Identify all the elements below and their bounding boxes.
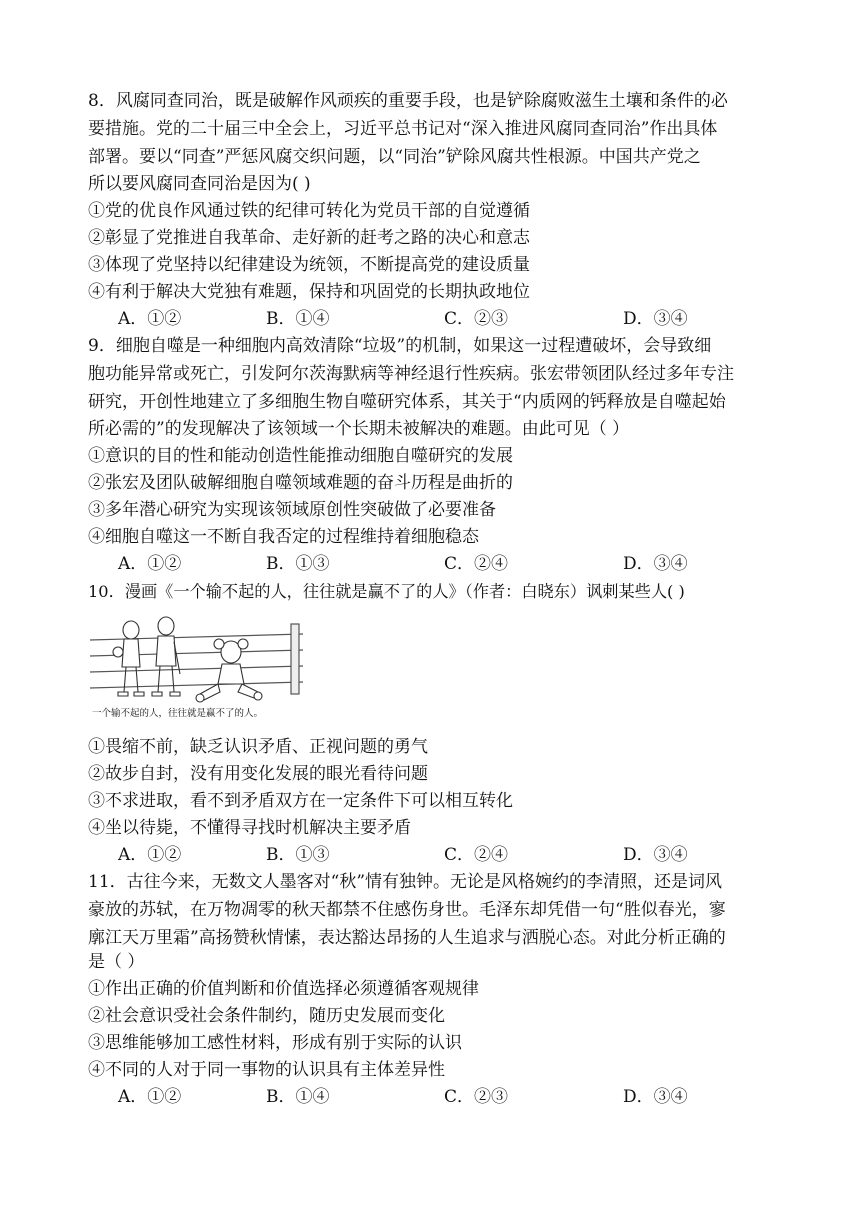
q10-statement-3: ③不求进取，看不到矛盾双方在一定条件下可以相互转化 (88, 791, 513, 811)
q8-statement-1: ①党的优良作风通过铁的纪律可转化为党员干部的自觉遵循 (88, 201, 530, 221)
q8-line-3: 部署。要以“同查”严惩风腐交织问题，以“同治”铲除风腐共性根源。中国共产党之 (88, 147, 701, 167)
q9-option-a[interactable]: A．①② (118, 554, 182, 574)
q8-line-4: 所以要风腐同查同治是因为( ) (88, 174, 311, 194)
q10-option-c[interactable]: C．②④ (444, 845, 509, 865)
q10-option-d[interactable]: D．③④ (623, 845, 688, 865)
q10-option-a[interactable]: A．①② (118, 845, 182, 865)
q9-statement-4: ④细胞自噬这一不断自我否定的过程维持着细胞稳态 (88, 527, 479, 547)
q9-line-2: 胞功能异常或死亡，引发阿尔茨海默病等神经退行性疾病。张宏带领团队经过多年专注 (88, 364, 734, 384)
q9-line-3: 研究，开创性地建立了多细胞生物自噬研究体系，其关于“内质网的钙释放是自噬起始 (88, 392, 726, 412)
q8-statement-4: ④有利于解决大党独有难题，保持和巩固党的长期执政地位 (88, 282, 530, 302)
q9-option-b[interactable]: B．①③ (266, 554, 330, 574)
cartoon-image (88, 612, 310, 722)
q9-statement-2: ②张宏及团队破解细胞自噬领域难题的奋斗历程是曲折的 (88, 473, 513, 493)
q8-statement-2: ②彰显了党推进自我革命、走好新的赶考之路的决心和意志 (88, 228, 530, 248)
q9-option-d[interactable]: D．③④ (623, 554, 688, 574)
q8-option-b[interactable]: B．①④ (266, 309, 330, 329)
q8-option-a[interactable]: A．①② (118, 309, 182, 329)
q8-line-2: 要措施。党的二十届三中全会上，习近平总书记对“深入推进风腐同查同治”作出具体 (88, 119, 718, 139)
q11-line-2: 豪放的苏轼，在万物凋零的秋天都禁不住感伤身世。毛泽东却凭借一句“胜似春光，寥 (88, 900, 726, 920)
q11-line-3: 廓江天万里霜”高扬赞秋情愫，表达豁达昂扬的人生追求与洒脱心态。对此分析正确的 (88, 928, 726, 948)
q11-statement-4: ④不同的人对于同一事物的认识具有主体差异性 (88, 1060, 445, 1080)
q8-option-d[interactable]: D．③④ (623, 309, 688, 329)
q11-line-4: 是（ ） (88, 952, 145, 972)
q10-stem: 10．漫画《一个输不起的人，往往就是赢不了的人》（作者：白晓东）讽刺某些人( ) (88, 582, 685, 601)
q11-line-1: 11．古往今来，无数文人墨客对“秋”情有独钟。无论是风格婉约的李清照，还是词风 (88, 872, 723, 892)
q11-statement-1: ①作出正确的价值判断和价值选择必须遵循客观规律 (88, 979, 479, 999)
q11-statement-3: ③思维能够加工感性材料，形成有别于实际的认识 (88, 1033, 462, 1053)
q10-statement-1: ①畏缩不前，缺乏认识矛盾、正视问题的勇气 (88, 737, 428, 757)
q10-option-b[interactable]: B．①③ (266, 845, 330, 865)
q8-option-c[interactable]: C．②③ (444, 309, 509, 329)
q9-statement-1: ①意识的目的性和能动创造性能推动细胞自噬研究的发展 (88, 446, 513, 466)
cartoon-caption: 一个输不起的人，往往就是赢不了的人。 (92, 708, 264, 719)
q9-statement-3: ③多年潜心研究为实现该领域原创性突破做了必要准备 (88, 500, 496, 520)
q9-line-1: 9．细胞自噬是一种细胞内高效清除“垃圾”的机制，如果这一过程遭破坏，会导致细 (88, 336, 712, 356)
q10-statement-4: ④坐以待毙，不懂得寻找时机解决主要矛盾 (88, 818, 411, 838)
q11-option-c[interactable]: C．②③ (444, 1087, 509, 1107)
q11-option-d[interactable]: D．③④ (623, 1087, 688, 1107)
q9-line-4: 所必需的”的发现解决了该领域一个长期未被解决的难题。由此可见（ ） (88, 419, 630, 439)
q8-line-1: 8．风腐同查同治，既是破解作风顽疾的重要手段，也是铲除腐败滋生土壤和条件的必 (88, 91, 728, 111)
q8-statement-3: ③体现了党坚持以纪律建设为统领，不断提高党的建设质量 (88, 255, 530, 275)
q9-option-c[interactable]: C．②④ (444, 554, 509, 574)
q10-statement-2: ②故步自封，没有用变化发展的眼光看待问题 (88, 764, 428, 784)
q11-option-a[interactable]: A．①② (118, 1087, 182, 1107)
q11-option-b[interactable]: B．①④ (266, 1087, 330, 1107)
q11-statement-2: ②社会意识受社会条件制约，随历史发展而变化 (88, 1006, 445, 1026)
